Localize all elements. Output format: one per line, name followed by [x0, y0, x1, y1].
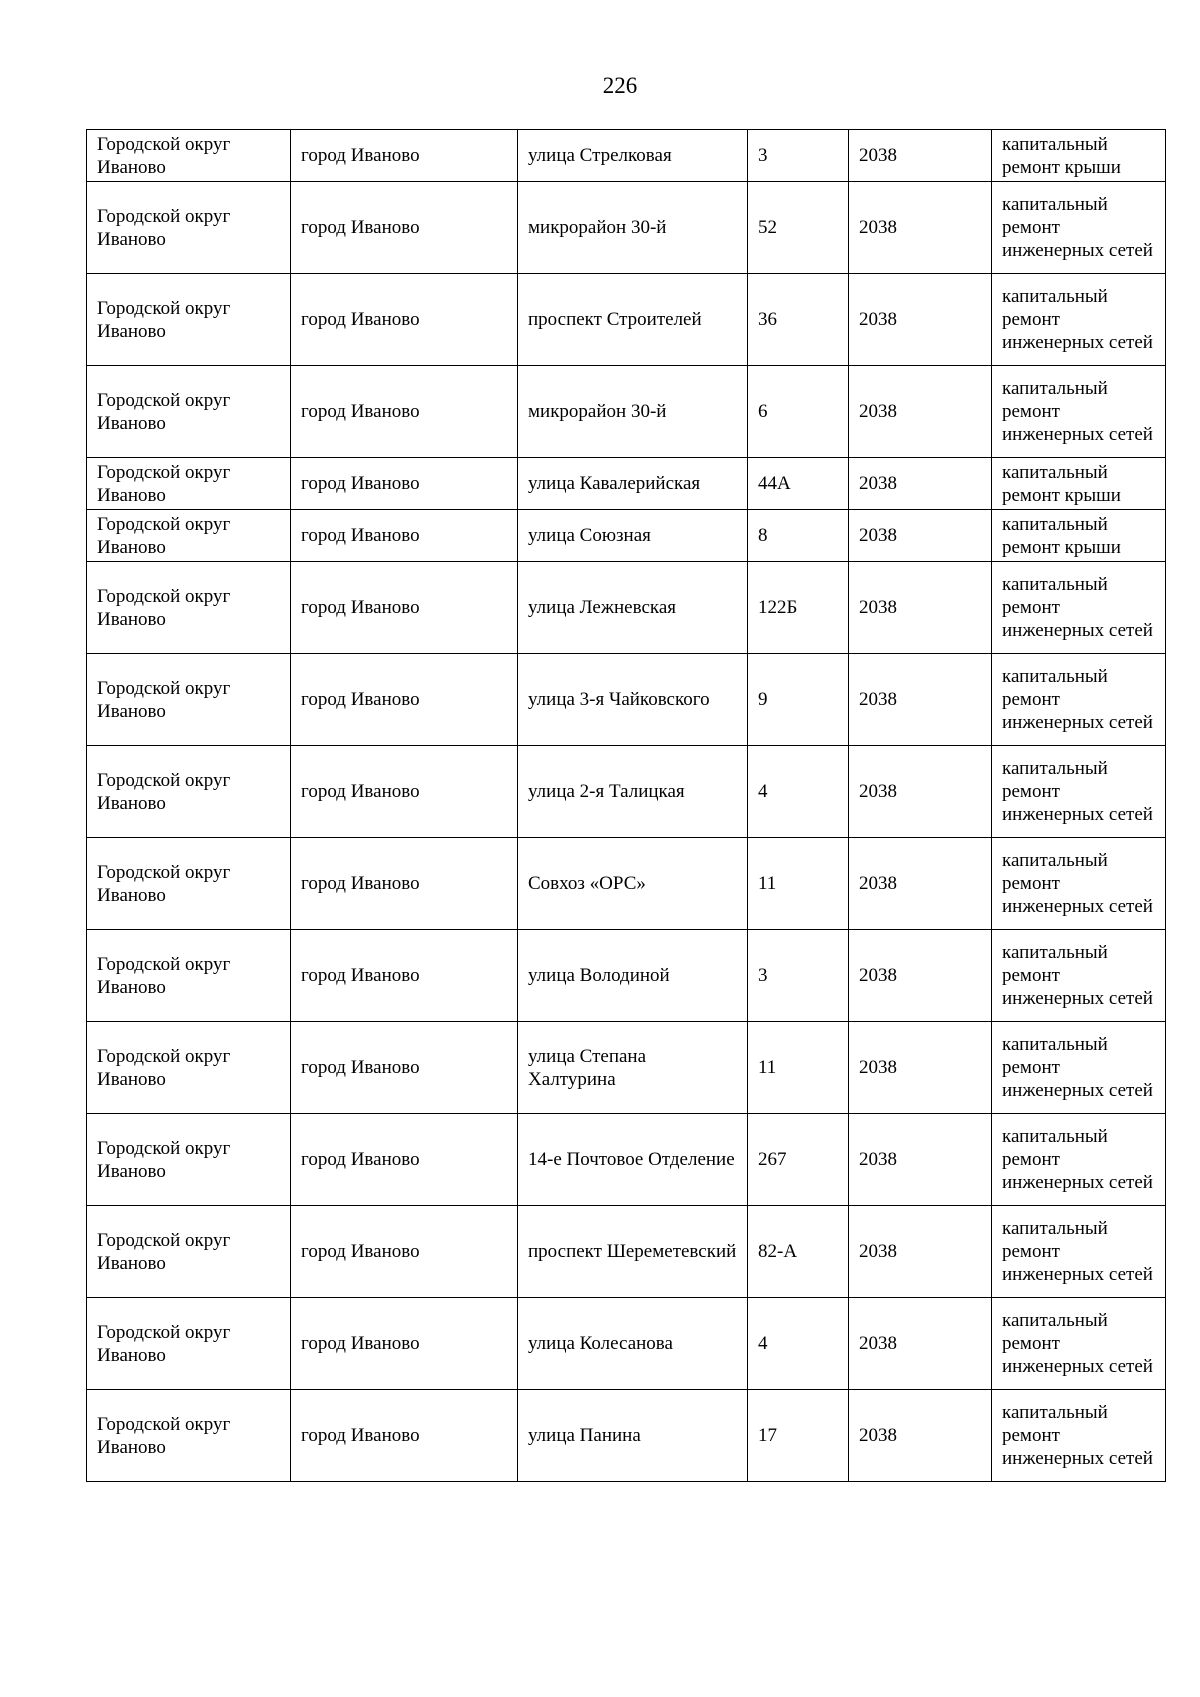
table-row	[87, 366, 1166, 458]
municipality-cell: Городской округ Иваново	[87, 510, 291, 562]
house-number-cell: 9	[748, 654, 849, 746]
house-number-cell: 3	[748, 930, 849, 1022]
table-row	[87, 182, 1166, 274]
house-number-cell: 52	[748, 182, 849, 274]
work-type-cell: капитальный ремонт инженерных сетей	[992, 1298, 1166, 1390]
work-type-cell: капитальный ремонт инженерных сетей	[992, 562, 1166, 654]
street-cell: 14-е Почтовое Отделение	[518, 1114, 748, 1206]
street-cell: улица Степана Халтурина	[518, 1022, 748, 1114]
table-row	[87, 1390, 1166, 1482]
settlement-cell: город Иваново	[291, 130, 518, 182]
house-number-cell: 122Б	[748, 562, 849, 654]
street-cell: улица Володиной	[518, 930, 748, 1022]
settlement-cell: город Иваново	[291, 1298, 518, 1390]
municipality-cell: Городской округ Иваново	[87, 458, 291, 510]
street-cell: улица 2-я Талицкая	[518, 746, 748, 838]
municipality-cell: Городской округ Иваново	[87, 746, 291, 838]
house-number-cell: 36	[748, 274, 849, 366]
municipality-cell: Городской округ Иваново	[87, 366, 291, 458]
settlement-cell: город Иваново	[291, 366, 518, 458]
year-cell: 2038	[849, 562, 992, 654]
work-type-cell: капитальный ремонт инженерных сетей	[992, 366, 1166, 458]
work-type-cell: капитальный ремонт инженерных сетей	[992, 1114, 1166, 1206]
street-cell: Совхоз «ОРС»	[518, 838, 748, 930]
house-number-cell: 4	[748, 746, 849, 838]
table-row	[87, 1114, 1166, 1206]
table-body	[87, 130, 1166, 1482]
settlement-cell: город Иваново	[291, 458, 518, 510]
settlement-cell: город Иваново	[291, 510, 518, 562]
year-cell: 2038	[849, 746, 992, 838]
year-cell: 2038	[849, 274, 992, 366]
work-type-cell: капитальный ремонт крыши	[992, 510, 1166, 562]
street-cell: проспект Шереметевский	[518, 1206, 748, 1298]
settlement-cell: город Иваново	[291, 182, 518, 274]
street-cell: улица Лежневская	[518, 562, 748, 654]
street-cell: проспект Строителей	[518, 274, 748, 366]
work-type-cell: капитальный ремонт инженерных сетей	[992, 654, 1166, 746]
work-type-cell: капитальный ремонт инженерных сетей	[992, 1206, 1166, 1298]
table-row	[87, 1022, 1166, 1114]
municipality-cell: Городской округ Иваново	[87, 1022, 291, 1114]
settlement-cell: город Иваново	[291, 1114, 518, 1206]
house-number-cell: 11	[748, 838, 849, 930]
municipality-cell: Городской округ Иваново	[87, 1390, 291, 1482]
street-cell: улица Кавалерийская	[518, 458, 748, 510]
street-cell: улица Стрелковая	[518, 130, 748, 182]
work-type-cell: капитальный ремонт инженерных сетей	[992, 1022, 1166, 1114]
settlement-cell: город Иваново	[291, 654, 518, 746]
house-number-cell: 11	[748, 1022, 849, 1114]
table-row	[87, 510, 1166, 562]
house-number-cell: 44А	[748, 458, 849, 510]
municipality-cell: Городской округ Иваново	[87, 1298, 291, 1390]
municipality-cell: Городской округ Иваново	[87, 274, 291, 366]
settlement-cell: город Иваново	[291, 838, 518, 930]
settlement-cell: город Иваново	[291, 930, 518, 1022]
table-row	[87, 746, 1166, 838]
house-number-cell: 6	[748, 366, 849, 458]
year-cell: 2038	[849, 1114, 992, 1206]
year-cell: 2038	[849, 1390, 992, 1482]
settlement-cell: город Иваново	[291, 1206, 518, 1298]
table-row	[87, 1298, 1166, 1390]
work-type-cell: капитальный ремонт инженерных сетей	[992, 182, 1166, 274]
street-cell: улица Союзная	[518, 510, 748, 562]
year-cell: 2038	[849, 1206, 992, 1298]
settlement-cell: город Иваново	[291, 1022, 518, 1114]
municipality-cell: Городской округ Иваново	[87, 838, 291, 930]
municipality-cell: Городской округ Иваново	[87, 562, 291, 654]
house-number-cell: 4	[748, 1298, 849, 1390]
year-cell: 2038	[849, 1022, 992, 1114]
table-row	[87, 274, 1166, 366]
street-cell: улица Панина	[518, 1390, 748, 1482]
street-cell: микрорайон 30-й	[518, 182, 748, 274]
house-number-cell: 82-А	[748, 1206, 849, 1298]
municipality-cell: Городской округ Иваново	[87, 654, 291, 746]
work-type-cell: капитальный ремонт крыши	[992, 130, 1166, 182]
page-number: 226	[602, 73, 638, 98]
municipality-cell: Городской округ Иваново	[87, 1114, 291, 1206]
work-type-cell: капитальный ремонт инженерных сетей	[992, 930, 1166, 1022]
house-number-cell: 8	[748, 510, 849, 562]
street-cell: улица 3-я Чайковского	[518, 654, 748, 746]
year-cell: 2038	[849, 510, 992, 562]
table-row	[87, 130, 1166, 182]
table-row	[87, 654, 1166, 746]
year-cell: 2038	[849, 130, 992, 182]
municipality-cell: Городской округ Иваново	[87, 1206, 291, 1298]
house-number-cell: 3	[748, 130, 849, 182]
year-cell: 2038	[849, 458, 992, 510]
year-cell: 2038	[849, 654, 992, 746]
year-cell: 2038	[849, 182, 992, 274]
street-cell: микрорайон 30-й	[518, 366, 748, 458]
table-row	[87, 930, 1166, 1022]
year-cell: 2038	[849, 1298, 992, 1390]
house-number-cell: 17	[748, 1390, 849, 1482]
repair-schedule-table	[86, 129, 1166, 1482]
municipality-cell: Городской округ Иваново	[87, 130, 291, 182]
table-row	[87, 458, 1166, 510]
settlement-cell: город Иваново	[291, 1390, 518, 1482]
year-cell: 2038	[849, 930, 992, 1022]
work-type-cell: капитальный ремонт крыши	[992, 458, 1166, 510]
work-type-cell: капитальный ремонт инженерных сетей	[992, 274, 1166, 366]
work-type-cell: капитальный ремонт инженерных сетей	[992, 838, 1166, 930]
municipality-cell: Городской округ Иваново	[87, 930, 291, 1022]
settlement-cell: город Иваново	[291, 274, 518, 366]
table-row	[87, 838, 1166, 930]
table-row	[87, 562, 1166, 654]
municipality-cell: Городской округ Иваново	[87, 182, 291, 274]
street-cell: улица Колесанова	[518, 1298, 748, 1390]
settlement-cell: город Иваново	[291, 746, 518, 838]
settlement-cell: город Иваново	[291, 562, 518, 654]
house-number-cell: 267	[748, 1114, 849, 1206]
work-type-cell: капитальный ремонт инженерных сетей	[992, 746, 1166, 838]
work-type-cell: капитальный ремонт инженерных сетей	[992, 1390, 1166, 1482]
year-cell: 2038	[849, 366, 992, 458]
year-cell: 2038	[849, 838, 992, 930]
table-row	[87, 1206, 1166, 1298]
